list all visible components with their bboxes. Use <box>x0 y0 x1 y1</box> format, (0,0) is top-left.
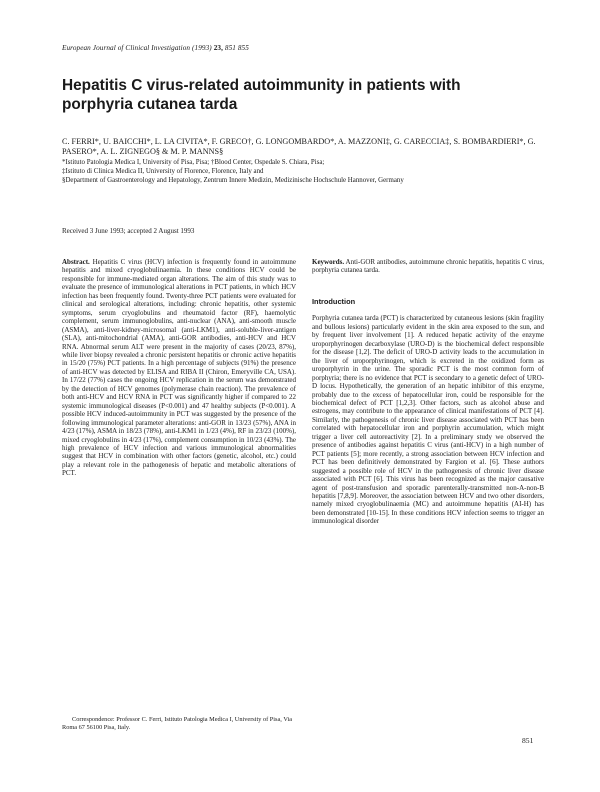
abstract-label: Abstract. <box>62 258 90 266</box>
author-list: C. FERRI*, U. BAICCHI*, L. LA CIVITA*, F. GRECO†, G. LONGOMBARDO*, A. MAZZONI‡, G. CARECCIA‡, S. BOMBARDIERI*, G. PASERO*, A. L. ZIGNEGO§ & M. P. MANNS§ <box>62 137 536 156</box>
affiliation-line: *Istituto Patologia Medica I, University of Pisa, Pisa; †Blood Center, Ospedale S. Chiara, Pisa; <box>62 159 325 166</box>
received-date: Received 3 June 1993; accepted 2 August 1993 <box>62 227 195 235</box>
right-column <box>312 258 544 526</box>
abstract-text: Hepatitis C virus (HCV) infection is frequently found in autoimmune hepatitis and mixed cryoglobulinaemia. In these conditions HCV could be responsible for immune-mediated organ alterations. The aim of this study was to evaluate the presence of immunological alterations in PCT patients, in which HCV infection has been frequently found. Twenty-three PCT patients were evaluated for clinical and serological alterations, including: chronic hepatitis, other systemic symptoms, serum cryoglobulins and rheumatoid factor (RF), haemolytic complement, serum immunoglobulins, anti-nuclear (ANA), anti-smooth muscle (ASMA), anti-liver-kidney-microsomal (anti-LKM1), anti-soluble-liver-antigen (SLA), anti-mitochondrial (AMA), anti-GOR antibodies, anti-HCV and HCV RNA. Abnormal serum ALT were present in the majority of cases (20/23, 87%), while liver biopsy revealed a chronic persistent hepatitis or chronic active hepatitis in 15/20 (75%) PCT patients. In a high percentage of subjects (91%) the presence of anti-HCV was detected by ELISA and RIBA II (Chiron, Emeryville CA, USA). In 17/22 (77%) cases the ongoing HCV replication in the serum was demonstrated by the detection of HCV genomes (polymerase chain reaction). The prevalence of both anti-HCV and HCV RNA in PCT was significantly higher if compared to 22 systemic immunological diseases (P<0.001) and 47 healthy subjects (P<0.001). A possible HCV induced-autoimmunity in PCT was suggested by the presence of the following immunological parameter alterations: anti-GOR in 13/23 (57%), ANA in 4/23 (17%), ASMA in 18/23 (78%), anti-LKM1 in 1/23 (4%), RF in 23/23 (100%), mixed cryoglobulins in 4/23 (17%), complement consumption in 10/23 (43%). The high prevalence of HCV infection and various immunological abnormalities suggest that HCV in combination with other factors (genetic, alcohol, etc.) could play a relevant role in the pathogenesis of hepatic and metabolic alterations of PCT. <box>62 258 297 478</box>
keywords-label: Keywords. <box>312 258 345 266</box>
affiliation-line: ‡Istituto di Clinica Medica II, University of Florence, Florence, Italy and <box>62 167 264 175</box>
introduction-heading: Introduction <box>312 297 356 306</box>
page-number: 851 <box>522 736 534 745</box>
affiliation-line: §Department of Gastroenterology and Hepatology, Zentrum Innere Medizin, Medizinische Hochschule Hannover, Germany <box>62 176 404 184</box>
keywords-text: Anti-GOR antibodies, autoimmune chronic hepatitis, hepatitis C virus, porphyria cutanea tarda. <box>312 258 544 275</box>
affiliations <box>62 159 542 185</box>
journal-pages: 851 855 <box>224 44 249 52</box>
article-title: Hepatitis C virus-related autoimmunity in patients with porphyria cutanea tarda <box>62 77 461 113</box>
journal-header <box>62 44 249 52</box>
left-column <box>62 258 296 478</box>
journal-year: (1993) <box>192 44 212 52</box>
correspondence-note: Correspondence: Professor C. Ferri, Istituto Patologia Medica I, University of Pisa, Via Roma 67 56100 Pisa, Italy. <box>62 716 293 732</box>
journal-volume: 23, <box>213 44 223 52</box>
abstract <box>62 258 296 478</box>
keywords <box>312 258 544 298</box>
introduction-text: Porphyria cutanea tarda (PCT) is characterized by cutaneous lesions (skin fragility and bullous lesions) particularly evident in the skin area exposed to the sun, and by frequent liver involvement [1]. A reduced hepatic activity of the enzyme uroporphyrinogen decarboxylase (URO-D) is the biochemical defect responsible for the disease [1,2]. The deficit of URO-D activity leads to the accumulation in the liver of uroporphyrinogen, which is excreted in the oxidized form as uroporphyrin in the urine. The sporadic PCT is the most common form of porphyria; there is no evidence that PCT is secondary to a genetic defect of URO-D locus. Hypothetically, the generation of an hepatic inhibitor of this enzyme, probably due to the excess of hepatocellular iron, could be responsible for the biochemical defect of PCT [1,2,3]. Other factors, such as alcohol abuse and estrogens, may contribute to the appearance of clinical manifestations of PCT [4]. Similarly, the pathogenesis of chronic liver disease associated with PCT has been correlated with hepatocellular iron and porphyrin accumulation, which might trigger a liver cell autoreactivity [2]. In a preliminary study we observed the presence of antibodies against hepatitis C virus (anti-HCV) in a high number of PCT patients [5]; more recently, a strong association between HCV infection and PCT has been definitively demonstrated by Fargion et al. [6]. These authors suggested a possible role of HCV in the pathogenesis of chronic liver disease associated with PCT [6]. This virus has been recognized as the major causative agent of post-transfusion and sporadic parenterally-transmitted non-A-non-B hepatitis [7,8,9]. Moreover, the association between HCV and two other disorders, namely mixed cryoglobulinaemia (MC) and autoimmune hepatitis (AI-H) has been demonstrated [10-15]. In these conditions HCV infection seems to trigger an immunological disorder <box>312 314 544 526</box>
journal-name: European Journal of Clinical Investigation <box>62 44 191 52</box>
